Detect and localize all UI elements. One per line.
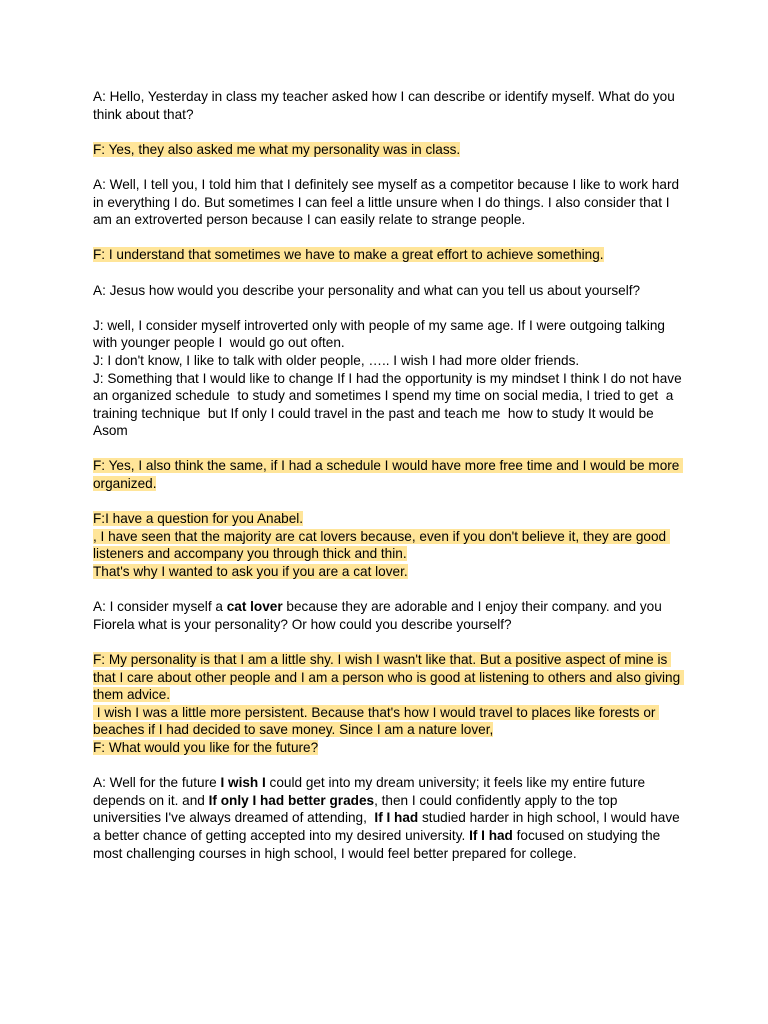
- text-run: studied harder in high school, I would have a better chance of getting accepted into my desired university.: [93, 810, 684, 843]
- bold-text: I wish I: [220, 775, 266, 791]
- highlighted-paragraph: [93, 457, 683, 492]
- text-run: F:I have a question for you Anabel.: [93, 511, 304, 527]
- text-run: , I have seen that the majority are cat lovers because, even if you don't believe it, they are good listeners and accompany you through thick and thin.: [93, 528, 670, 562]
- paragraph: [93, 317, 686, 440]
- text-run: , then I could confidently apply to the top universities I've always dreamed of attending,: [93, 792, 622, 826]
- text-run: F: What would you like for the future?: [93, 739, 319, 755]
- text-run: could get into my dream university; it feels like my entire future depends on it. and: [93, 775, 649, 808]
- paragraph-line: [93, 774, 683, 862]
- paragraph-line: [93, 352, 683, 370]
- text-run: F: Yes, they also asked me what my personality was in class.: [93, 141, 461, 157]
- text-run: A: I consider myself a: [93, 599, 227, 615]
- paragraph-line: [93, 246, 683, 264]
- text-run: F: Yes, I also think the same, if I had a schedule I would have more free time and I would be more organized.: [93, 458, 684, 492]
- paragraph-line: [93, 317, 683, 352]
- text-run: F: I understand that sometimes we have to make a great effort to achieve something.: [93, 247, 604, 263]
- paragraph-line: [93, 704, 683, 739]
- paragraph: [93, 774, 683, 862]
- paragraph-line: [93, 282, 683, 300]
- highlighted-paragraph: [93, 510, 683, 580]
- highlighted-paragraph: [93, 246, 683, 264]
- paragraph-line: [93, 88, 683, 123]
- paragraph-line: [93, 651, 683, 704]
- paragraph-line: [93, 739, 683, 757]
- text-run: I wish I was a little more persistent. Because that's how I would travel to places like forests or beaches if I had decided to save money. Since I am a nature lover,: [93, 704, 660, 738]
- paragraph-line: [93, 563, 683, 581]
- text-run: A: Hello, Yesterday in class my teacher asked how I can describe or identify myself. What do you think about that?: [93, 89, 679, 122]
- bold-text: If only I had better grades: [208, 792, 375, 808]
- paragraph-line: [93, 457, 683, 492]
- document-page: [93, 88, 686, 880]
- paragraph: [93, 176, 683, 229]
- paragraph-line: [93, 141, 683, 159]
- text-run: A: Well for the future: [93, 775, 221, 791]
- paragraph-line: [93, 598, 683, 633]
- text-run: J: Something that I would like to change If I had the opportunity is my mindset I think I do not have an organized schedule to study and sometimes I spend my time on social media, I tried to get a training technique but If only I could travel in the past and teach me how to study It would be Asom: [93, 370, 686, 439]
- text-run: A: Well, I tell you, I told him that I definitely see myself as a competitor because I like to work hard in everything I do. But sometimes I can feel a little unsure when I do things. I also consider that I am an extroverted person because I can easily relate to strange people.: [93, 176, 683, 228]
- text-run: That's why I wanted to ask you if you are a cat lover.: [93, 564, 408, 580]
- bold-text: If I had: [374, 810, 419, 826]
- paragraph-line: [93, 528, 683, 563]
- bold-text: cat lover: [226, 599, 283, 615]
- paragraph: [93, 88, 683, 123]
- bold-text: If I had: [469, 827, 513, 843]
- paragraph-line: [93, 370, 686, 440]
- text-run: J: I don't know, I like to talk with older people, ….. I wish I had more older friends.: [93, 352, 580, 368]
- paragraph-line: [93, 510, 683, 528]
- highlighted-paragraph: [93, 141, 683, 159]
- paragraph: [93, 282, 683, 300]
- highlighted-paragraph: [93, 651, 683, 757]
- text-run: F: My personality is that I am a little shy. I wish I wasn't like that. But a positive aspect of mine is that I care about other people and I am a person who is good at listening to others and also giving them advice.: [93, 652, 684, 703]
- text-run: because they are adorable and I enjoy their company. and you Fiorela what is your personality? Or how could you describe yourself?: [93, 599, 666, 632]
- text-run: focused on studying the most challenging courses in high school, I would feel better prepared for college.: [93, 827, 665, 861]
- paragraph-line: [93, 176, 683, 229]
- text-run: J: well, I consider myself introverted only with people of my same age. If I were outgoing talking with younger people I would go out often.: [93, 317, 669, 351]
- paragraph: [93, 598, 683, 633]
- text-run: A: Jesus how would you describe your personality and what can you tell us about yourself?: [93, 282, 641, 298]
